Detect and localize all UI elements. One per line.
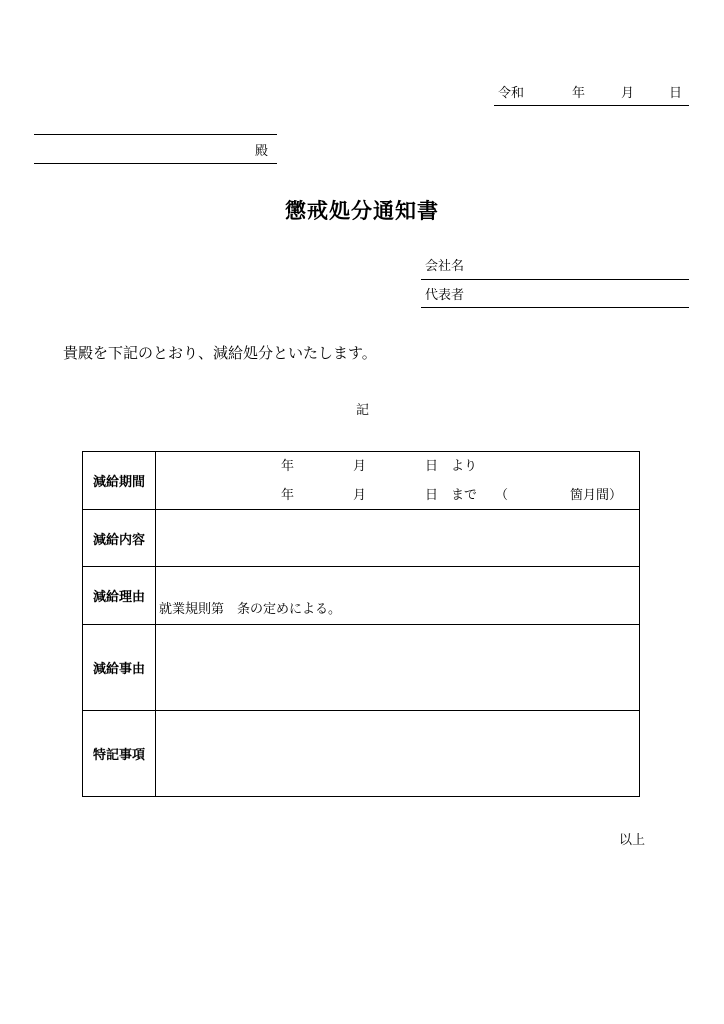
body-sentence: 貴殿を下記のとおり、減給処分といたします。 (63, 344, 377, 362)
representative-underline (421, 307, 689, 308)
reason-value: 就業規則第 条の定めによる。 (159, 602, 342, 617)
period-end-suffix: まで (451, 488, 478, 503)
closing-remark: 以上 (619, 833, 646, 848)
period-label: 減給期間 (92, 475, 145, 490)
period-end-month-unit: 月 (353, 488, 367, 503)
period-end-year-unit: 年 (281, 488, 295, 503)
recipient-underline (34, 163, 277, 164)
period-start-suffix: より (451, 459, 478, 474)
notes-label: 特記事項 (92, 747, 145, 763)
ki-label: 記 (356, 403, 370, 418)
period-months-suffix: 箇月間） (570, 488, 623, 503)
cause-label: 減給事由 (92, 662, 145, 677)
period-start-year-unit: 年 (281, 459, 295, 474)
date-year-unit: 年 (572, 86, 586, 101)
table-row-cause (83, 625, 639, 711)
reason-label: 減給理由 (92, 590, 145, 605)
recipient-honorific: 殿 (255, 144, 269, 159)
content-label: 減給内容 (92, 532, 145, 548)
disciplinary-details-table (82, 451, 640, 797)
period-end-day-unit: 日 (425, 488, 439, 503)
table-row-reason (83, 567, 639, 625)
date-underline (494, 105, 689, 106)
company-name-label: 会社名 (425, 259, 465, 274)
date-day-unit: 日 (669, 86, 683, 101)
table-row-period (83, 452, 639, 510)
date-month-unit: 月 (621, 86, 635, 101)
date-era: 令和 (498, 86, 525, 101)
representative-label: 代表者 (425, 288, 465, 303)
recipient-top-line (34, 134, 277, 135)
period-start-day-unit: 日 (425, 459, 439, 474)
document-title: 懲戒処分通知書 (285, 199, 439, 223)
table-row-notes (83, 711, 639, 795)
period-start-month-unit: 月 (353, 459, 367, 474)
company-name-underline (421, 279, 689, 280)
table-row-content (83, 510, 639, 567)
period-paren-open: （ (495, 488, 509, 503)
